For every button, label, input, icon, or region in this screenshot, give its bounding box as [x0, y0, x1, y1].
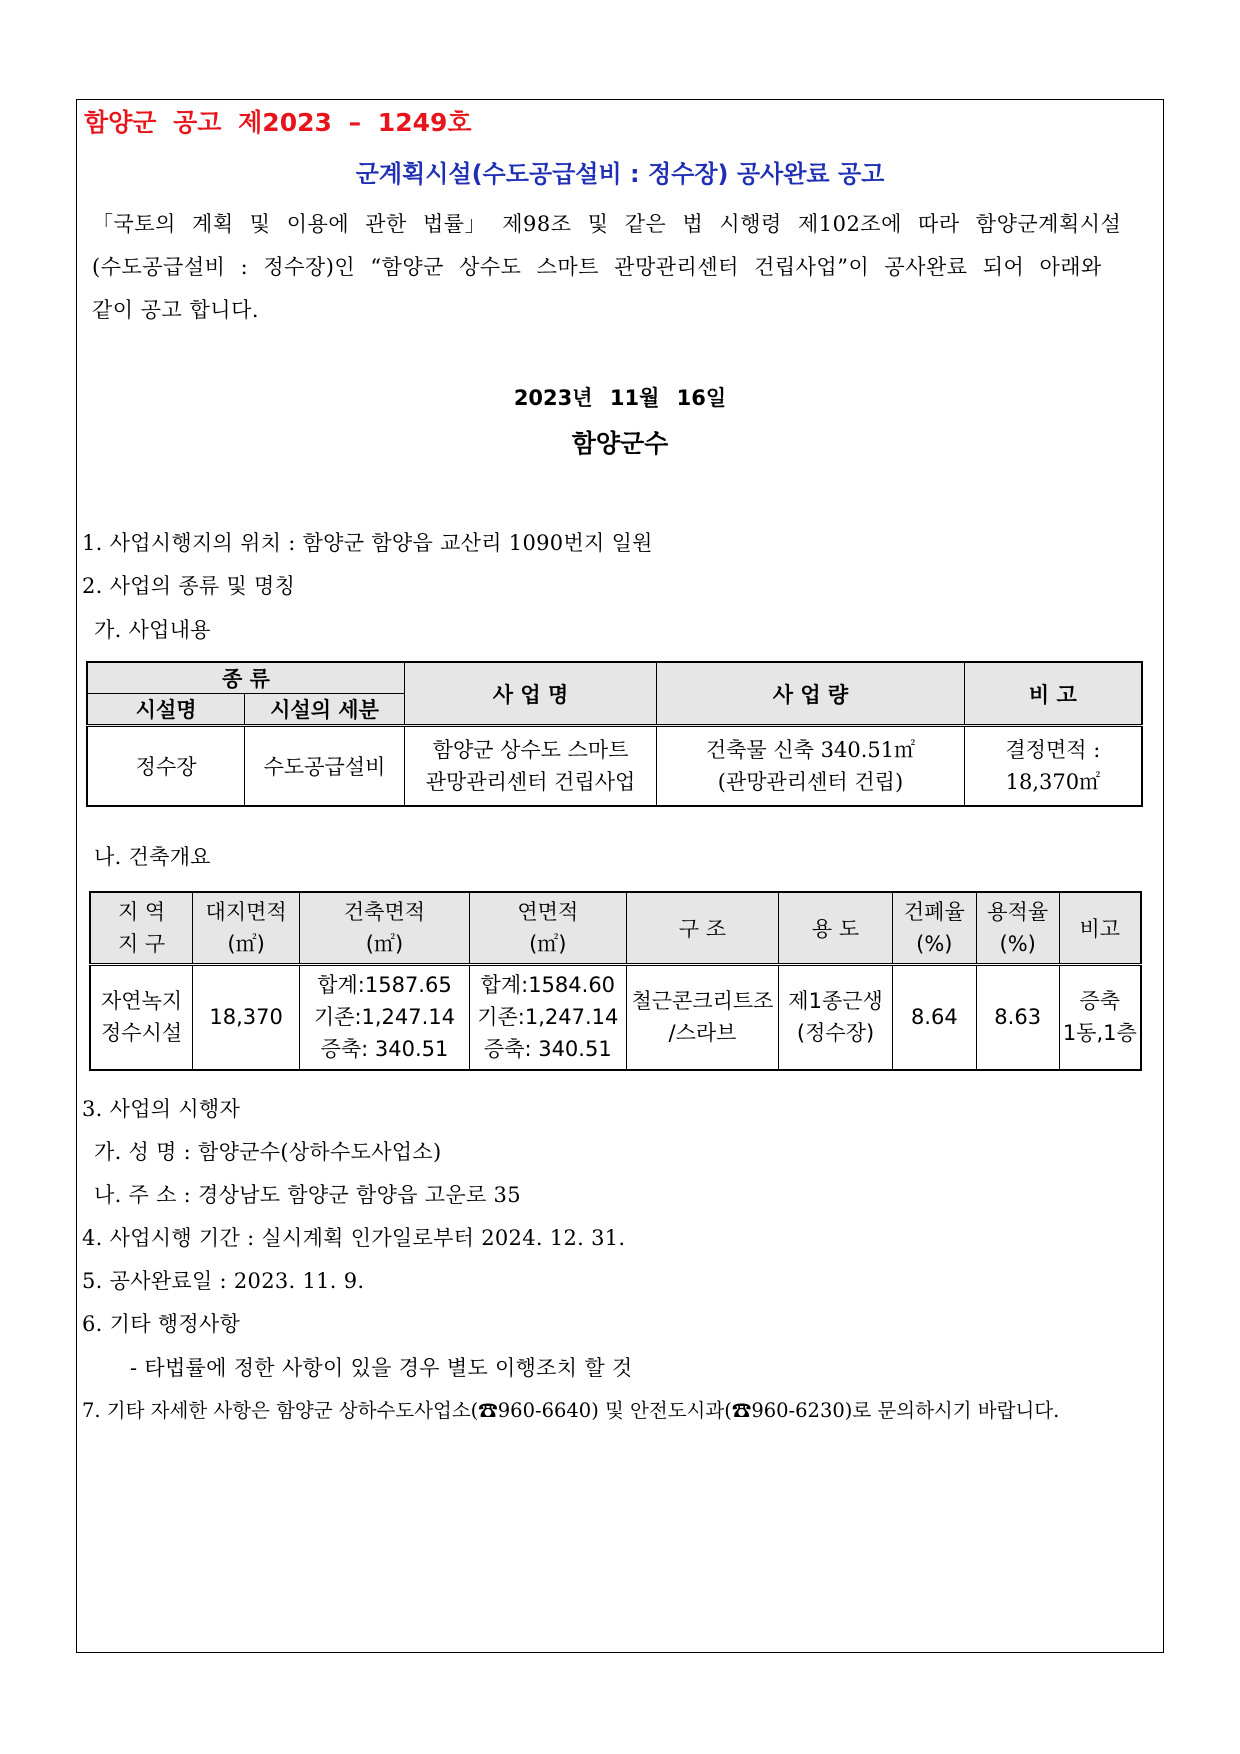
header-site-area: [193, 892, 300, 964]
cell-floor-area: [469, 964, 626, 1070]
remarks-line-1: 증축: [1079, 989, 1121, 1014]
header-building-area: [300, 892, 470, 964]
header-building-area-line-2: (㎡): [365, 931, 404, 956]
building-area-total: 합계:1587.65: [317, 973, 452, 998]
intro-line-1: 「국토의 계획 및 이용에 관한 법률」 제98조 및 같은 법 시행령 제102조에 따라 함양군계획시설: [92, 212, 1122, 236]
notice-number: 함양군 공고 제2023 – 1249호: [84, 108, 472, 137]
business-name-line-2: 관망관리센터 건립사업: [425, 769, 636, 794]
header-site-area-line-2: (㎡): [227, 931, 265, 956]
header-floor-area-ratio: [976, 892, 1059, 964]
header-business-amount: 사 업 량: [657, 662, 964, 726]
header-zone-line-2: 지 구: [117, 931, 166, 956]
note-line-1: 결정면적 :: [1005, 737, 1101, 762]
item-1: 1. 사업시행지의 위치 : 함양군 함양읍 교산리 1090번지 일원: [82, 531, 653, 555]
page-title: 군계획시설(수도공급설비 : 정수장) 공사완료 공고: [355, 160, 885, 188]
item-2a: 가. 사업내용: [94, 618, 211, 642]
header-use: 용 도: [779, 892, 893, 964]
header-floor-area-line-2: (㎡): [529, 931, 567, 956]
item-2: 2. 사업의 종류 및 명칭: [82, 574, 296, 598]
cell-use: [779, 964, 893, 1070]
item-6a: - 타법률에 정한 사항이 있을 경우 별도 이행조치 할 것: [130, 1356, 633, 1380]
header-note: 비 고: [964, 662, 1142, 726]
header-business-name: 사 업 명: [404, 662, 656, 726]
table-row: [90, 964, 1141, 1070]
item-5: 5. 공사완료일 : 2023. 11. 9.: [82, 1269, 365, 1293]
cell-facility: 정수장: [87, 726, 245, 806]
header-floor-area-line-1: 연면적: [517, 899, 579, 924]
floor-area-extension: 증축: 340.51: [483, 1037, 612, 1062]
item-7: 7. 기타 자세한 사항은 함양군 상하수도사업소(☎960-6640) 및 안전도시과(☎960-6230)로 문의하시기 바랍니다.: [82, 1399, 1060, 1422]
item-6: 6. 기타 행정사항: [82, 1312, 241, 1336]
building-overview-table: [89, 891, 1142, 1071]
signer: 함양군수: [571, 429, 669, 458]
header-zone-line-1: 지 역: [117, 899, 166, 924]
cell-zone: [90, 964, 193, 1070]
header-kind: 종 류: [87, 662, 404, 694]
business-amount-line-1: 건축물 신축 340.51㎡: [705, 737, 916, 762]
item-3a: 가. 성 명 : 함양군수(상하수도사업소): [94, 1140, 442, 1164]
building-area-extension: 증축: 340.51: [320, 1037, 449, 1062]
notice-date: 2023년 11월 16일: [513, 386, 727, 410]
item-2b: 나. 건축개요: [94, 845, 211, 869]
intro-line-3: 같이 공고 합니다.: [92, 298, 260, 322]
use-line-1: 제1종근생: [788, 989, 883, 1014]
floor-area-existing: 기존:1,247.14: [477, 1005, 619, 1030]
cell-facility-detail: 수도공급설비: [245, 726, 405, 806]
cell-structure: [626, 964, 778, 1070]
header-bcr-line-1: 건폐율: [903, 899, 965, 924]
business-name-line-1: 함양군 상수도 스마트: [432, 737, 629, 762]
header-floor-area: [469, 892, 626, 964]
zone-line-1: 자연녹지: [101, 989, 183, 1014]
cell-remarks: [1059, 964, 1141, 1070]
use-line-2: (정수장): [796, 1021, 875, 1046]
structure-line-2: /스라브: [668, 1021, 737, 1046]
note-line-2: 18,370㎡: [1005, 769, 1101, 794]
header-remarks: 비고: [1059, 892, 1141, 964]
header-building-coverage: [892, 892, 976, 964]
intro-line-2: (수도공급설비 : 정수장)인 “함양군 상수도 스마트 관망관리센터 건립사업”이 공사완료 되어 아래와: [92, 255, 1102, 279]
cell-floor-area-ratio: 8.63: [976, 964, 1059, 1070]
zone-line-2: 정수시설: [101, 1021, 183, 1046]
cell-building-area: [300, 964, 470, 1070]
header-far-line-2: (%): [999, 931, 1036, 956]
business-amount-line-2: (관망관리센터 건립): [717, 769, 904, 794]
item-3: 3. 사업의 시행자: [82, 1097, 241, 1121]
header-facility-detail: 시설의 세분: [245, 694, 405, 726]
business-content-table: [86, 661, 1143, 807]
item-4: 4. 사업시행 기간 : 실시계획 인가일로부터 2024. 12. 31.: [82, 1226, 626, 1250]
header-building-area-line-1: 건축면적: [343, 899, 426, 924]
cell-business-name: [404, 726, 656, 806]
header-bcr-line-2: (%): [916, 931, 953, 956]
building-area-existing: 기존:1,247.14: [313, 1005, 456, 1030]
cell-site-area: 18,370: [193, 964, 300, 1070]
header-zone: [90, 892, 193, 964]
cell-business-amount: [657, 726, 964, 806]
header-structure: 구 조: [626, 892, 778, 964]
table-row: [87, 726, 1142, 806]
item-3b: 나. 주 소 : 경상남도 함양군 함양읍 고운로 35: [94, 1183, 521, 1207]
header-site-area-line-1: 대지면적: [205, 899, 287, 924]
floor-area-total: 합계:1584.60: [480, 973, 616, 998]
cell-note: [964, 726, 1142, 806]
remarks-line-2: 1동,1층: [1062, 1021, 1137, 1046]
header-far-line-1: 용적율: [987, 899, 1049, 924]
header-facility: 시설명: [87, 694, 245, 726]
structure-line-1: 철근콘크리트조: [631, 989, 774, 1014]
cell-building-coverage: 8.64: [892, 964, 976, 1070]
